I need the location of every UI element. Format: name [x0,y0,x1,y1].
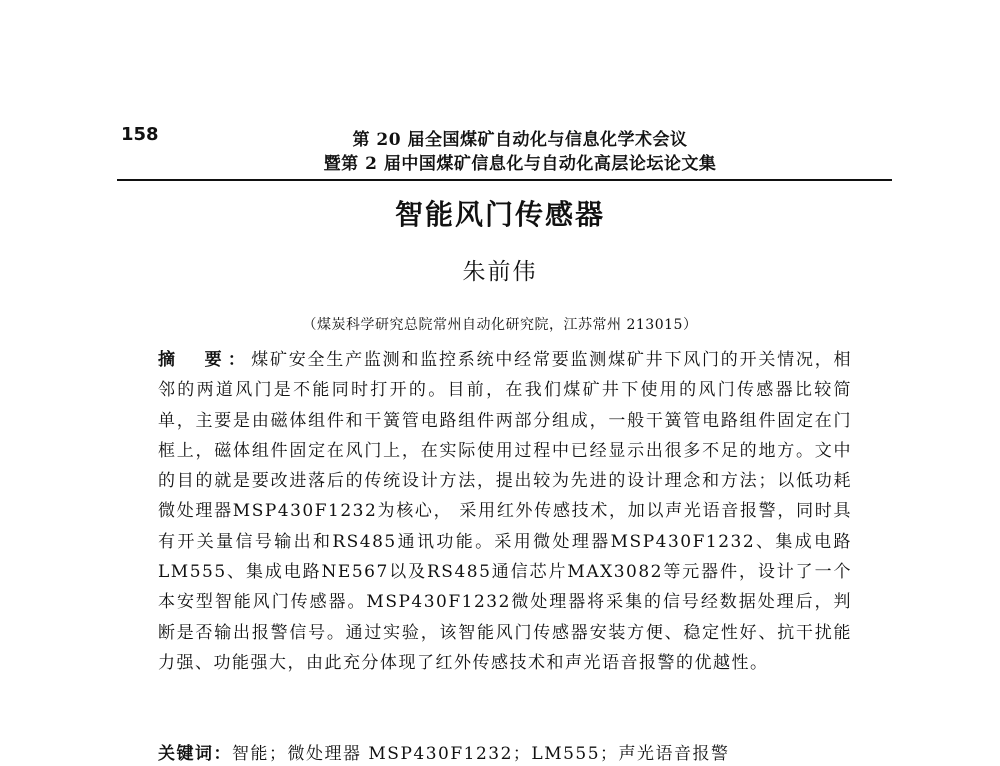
abstract-text: 煤矿安全生产监测和监控系统中经常要监测煤矿井下风门的开关情况，相邻的两道风门是不能同时打开的。目前，在我们煤矿井下使用的风门传感器比较简单，主要是由磁体组件和干簧管电路组件两部分组成，一般干簧管电路组件固定在门框上，磁体组件固定在风门上，在实际使用过程中已经显示出很多不足的地方。文中的目的就是要改进落后的传统设计方法，提出较为先进的设计理念和方法；以低功耗微处理器MSP430F1232为核心， 采用红外传感技术，加以声光语音报警，同时具有开关量信号输出和RS485通讯功能。采用微处理器MSP430F1232、集成电路LM555、集成电路NE567以及RS485通信芯片MAX3082等元器件，设计了一个本安型智能风门传感器。MSP430F1232微处理器将采集的信号经数据处理后，判断是否输出报警信号。通过实验，该智能风门传感器安装方便、稳定性好、抗干扰能力强、功能强大，由此充分体现了红外传感技术和声光语音报警的优越性。 [158,350,853,673]
running-header [290,128,750,176]
keywords [158,742,852,766]
header-line-1: 第 20 届全国煤矿自动化与信息化学术会议 [352,130,688,150]
abstract [158,345,852,678]
paper-title: 智能风门传感器 [394,198,605,231]
header-rule [117,179,892,181]
author-affiliation: （煤炭科学研究总院常州自动化研究院，江苏常州 213015） [302,317,698,333]
keywords-text: 智能；微处理器 MSP430F1232；LM555；声光语音报警 [232,744,730,764]
header-line-2: 暨第 2 届中国煤矿信息化与自动化高层论坛论文集 [323,154,717,174]
keywords-label: 关键词： [158,744,232,764]
page-number: 158 [121,124,159,145]
author-name: 朱前伟 [462,259,538,285]
abstract-label: 摘 要： [158,350,252,370]
